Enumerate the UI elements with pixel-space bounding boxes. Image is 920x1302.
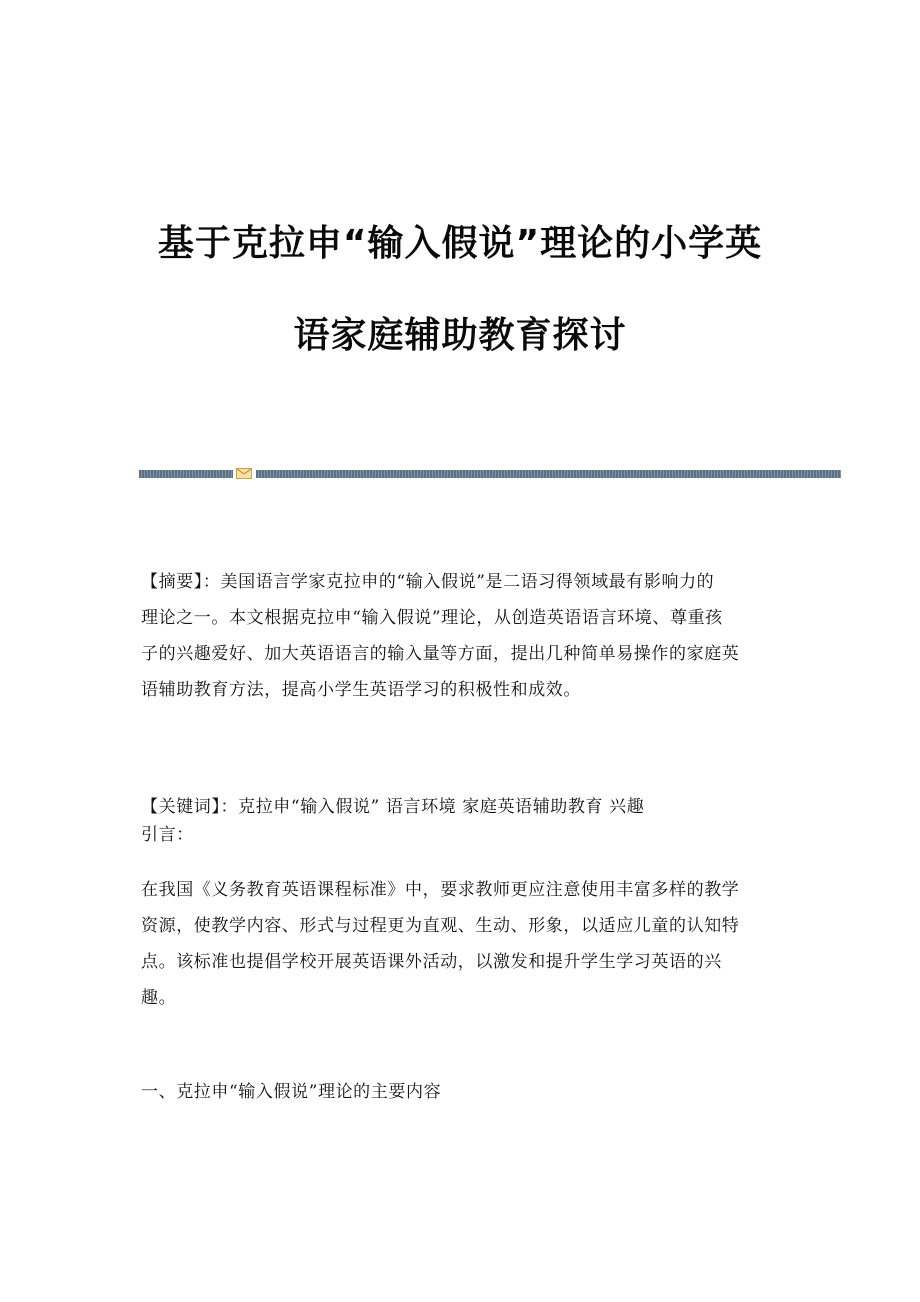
intro-line: 趣。 <box>141 988 177 1008</box>
intro-line: 点。该标准也提倡学校开展英语课外活动，以激发和提升学生学习英语的兴 <box>141 952 722 972</box>
title-divider-right <box>256 470 841 478</box>
document-title-line-1: 基于克拉申“输入假说”理论的小学英 <box>157 223 763 264</box>
intro-heading: 引言： <box>141 825 194 845</box>
section-heading: 一、克拉申“输入假说”理论的主要内容 <box>141 1082 442 1102</box>
abstract-line: 语辅助教育方法，提高小学生英语学习的积极性和成效。 <box>141 680 581 700</box>
intro-paragraph <box>141 872 781 1016</box>
keywords-line: 【关键词】：克拉申“输入假说” 语言环境 家庭英语辅助教育 兴趣 <box>141 797 645 817</box>
intro-line: 资源，使教学内容、形式与过程更为直观、生动、形象，以适应儿童的认知特 <box>141 916 740 936</box>
abstract-line: 子的兴趣爱好、加大英语语言的输入量等方面，提出几种简单易操作的家庭英 <box>141 644 740 664</box>
title-divider-left <box>139 470 233 478</box>
intro-line: 在我国《义务教育英语课程标准》中，要求教师更应注意使用丰富多样的教学 <box>141 880 740 900</box>
abstract-line: 理论之一。本文根据克拉申“输入假说”理论，从创造英语语言环境、尊重孩 <box>141 608 723 628</box>
abstract-line: 【摘要】：美国语言学家克拉申的“输入假说”是二语习得领域最有影响力的 <box>141 572 715 592</box>
document-title-line-2: 语家庭辅助教育探讨 <box>293 315 627 356</box>
abstract-paragraph <box>141 564 781 708</box>
envelope-icon <box>236 468 252 479</box>
